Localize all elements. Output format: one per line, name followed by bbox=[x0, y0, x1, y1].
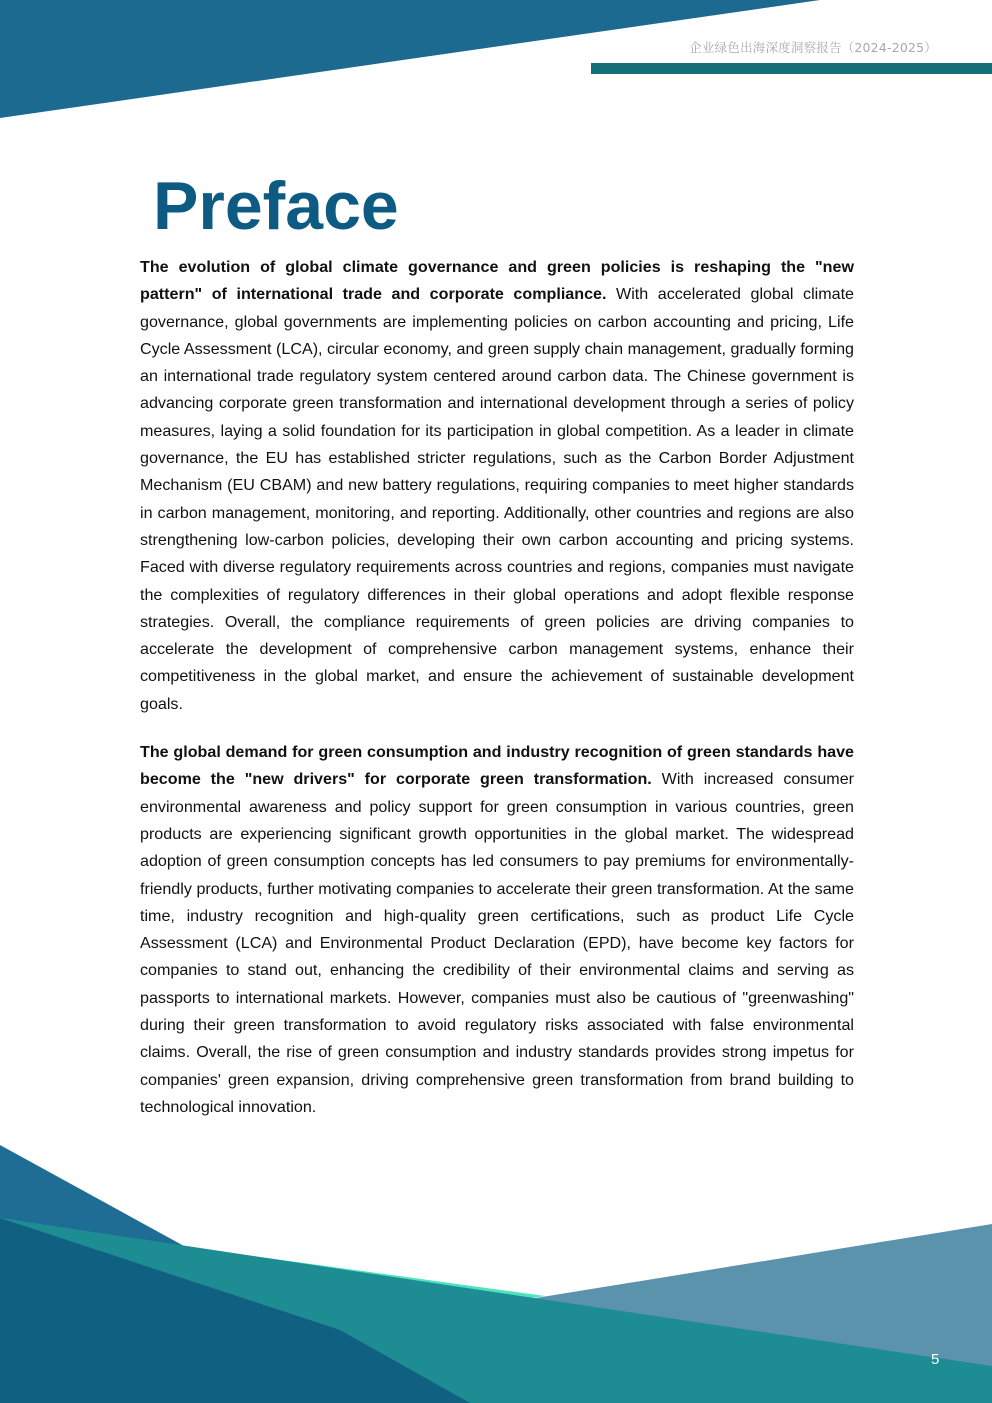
paragraph-green-consumption bbox=[140, 739, 854, 1121]
paragraph-lead: The global demand for green consumption and industry recognition of green standards have become the "new drivers" for corporate green transformation. bbox=[140, 743, 854, 789]
paragraph-climate-governance bbox=[140, 254, 854, 718]
report-header-title: 企业绿色出海深度洞察报告（2024-2025） bbox=[689, 40, 937, 55]
page-number: 5 bbox=[931, 1351, 940, 1368]
paragraph-text: With increased consumer environmental awareness and policy support for green consumption in various countries, green products are experiencing significant growth opportunities in the global market. The widespread adoption of green consumption concepts has led consumers to pay premiums for environmentally-friendly products, further motivating companies to accelerate their green transformation. At the same time, industry recognition and high-quality green certifications, such as product Life Cycle Assessment (LCA) and Environmental Product Declaration (EPD), have become key factors for companies to stand out, enhancing the credibility of their environmental claims and serving as passports to international markets. However, companies must also be cautious of "greenwashing" during their green transformation to avoid regulatory risks associated with false environmental claims. Overall, the rise of green consumption and industry standards provides strong impetus for companies' green expansion, driving comprehensive green transformation from brand building to technological innovation. bbox=[140, 770, 854, 1116]
top-left-wedge-shape bbox=[0, 0, 820, 118]
header-underline-bar bbox=[591, 63, 992, 74]
preface-body bbox=[140, 254, 854, 1142]
paragraph-text: With accelerated global climate governance, global governments are implementing policies on carbon accounting and pricing, Life Cycle Assessment (LCA), circular economy, and green supply chain management, gradually forming an international trade regulatory system centered around carbon data. The Chinese government is advancing corporate green transformation and international development through a series of policy measures, laying a solid foundation for its participation in global competition. As a leader in climate governance, the EU has established stricter regulations, such as the Carbon Border Adjustment Mechanism (EU CBAM) and new battery regulations, requiring companies to meet higher standards in carbon management, monitoring, and reporting. Additionally, other countries and regions are also strengthening low-carbon policies, developing their own carbon accounting and pricing systems. Faced with diverse regulatory requirements across countries and regions, companies must navigate the complexities of regulatory differences in their global operations and adopt flexible response strategies. Overall, the compliance requirements of green policies are driving companies to accelerate the development of comprehensive carbon management systems, enhance their competitiveness in the global market, and ensure the achievement of sustainable development goals. bbox=[140, 285, 854, 713]
paragraph-lead: The evolution of global climate governance and green policies is reshaping the "new pattern" of international trade and corporate compliance. bbox=[140, 258, 854, 304]
page-title: Preface bbox=[153, 168, 399, 244]
